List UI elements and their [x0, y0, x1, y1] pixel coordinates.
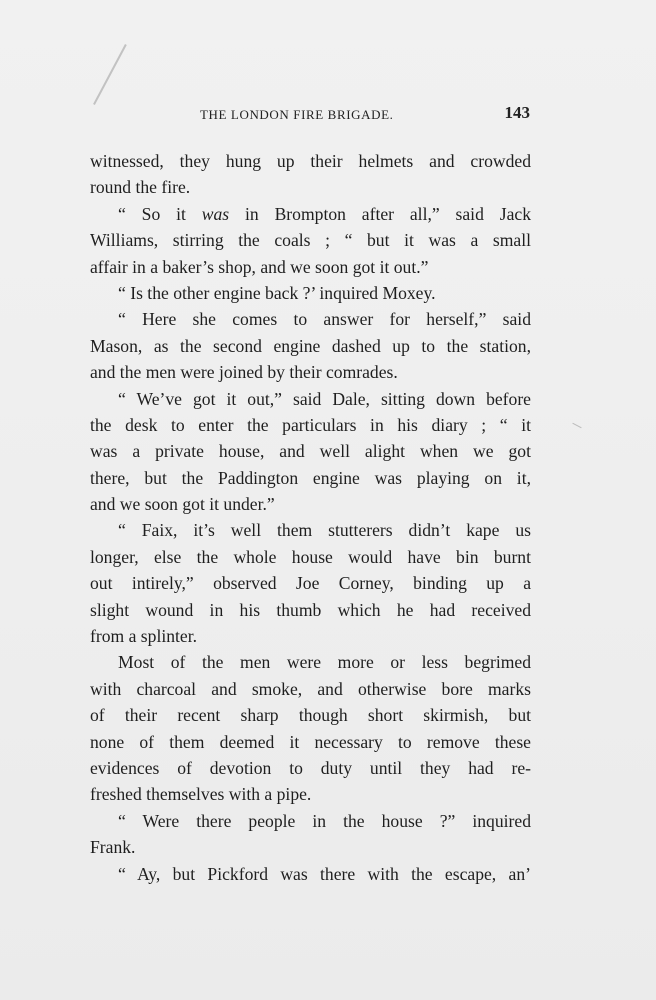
page-header	[90, 103, 530, 127]
text-line: “ Were there people in the house ?” inquired	[118, 810, 531, 831]
text-line: none of them deemed it necessary to remove these	[90, 731, 531, 752]
text-line: evidences of devotion to duty until they had re-	[90, 757, 531, 778]
text-line: “ We’ve got it out,” said Dale, sitting down before	[118, 388, 531, 409]
text-line: and we soon got it under.”	[90, 494, 275, 515]
text-line: and the men were joined by their comrades.	[90, 362, 398, 383]
text-line: out intirely,” observed Joe Corney, binding up a	[90, 573, 531, 594]
running-head: THE LONDON FIRE BRIGADE.	[200, 107, 394, 122]
text-line: of their recent sharp though short skirmish, but	[90, 705, 531, 726]
text-line: was a private house, and well alight when we got	[90, 441, 531, 462]
text-line: there, but the Paddington engine was playing on it,	[90, 467, 531, 488]
text-line: longer, else the whole house would have bin burnt	[90, 546, 531, 567]
text-line: with charcoal and smoke, and otherwise bore marks	[90, 678, 531, 699]
text-line: Williams, stirring the coals ; “ but it was a small	[90, 230, 531, 251]
body-text	[90, 148, 531, 887]
text-line: “ So it was in Brompton after all,” said Jack	[118, 203, 531, 224]
text-line: “ Faix, it’s well them stutterers didn’t kape us	[118, 520, 531, 541]
text-line: witnessed, they hung up their helmets and crowded	[90, 151, 531, 171]
pencil-mark	[93, 44, 127, 105]
text-line: freshed themselves with a pipe.	[90, 784, 312, 805]
text-line: “ Here she comes to answer for herself,” said	[118, 309, 531, 330]
text-line: Mason, as the second engine dashed up to the station,	[90, 335, 531, 356]
text-line: “ Ay, but Pickford was there with the escape, an’	[118, 863, 531, 884]
text-line: slight wound in his thumb which he had received	[90, 599, 531, 620]
text-line: affair in a baker’s shop, and we soon got it out.”	[90, 256, 429, 277]
text-line: the desk to enter the particulars in his diary ; “ it	[90, 414, 531, 435]
page-number: 143	[504, 103, 530, 122]
text-line: “ Is the other engine back ?’ inquired Moxey.	[118, 282, 436, 303]
text-line: Most of the men were more or less begrimed	[118, 652, 531, 673]
text-line: round the fire.	[90, 177, 191, 198]
margin-mark	[572, 423, 581, 429]
text-line: Frank.	[90, 837, 136, 858]
text-line: from a splinter.	[90, 626, 198, 647]
